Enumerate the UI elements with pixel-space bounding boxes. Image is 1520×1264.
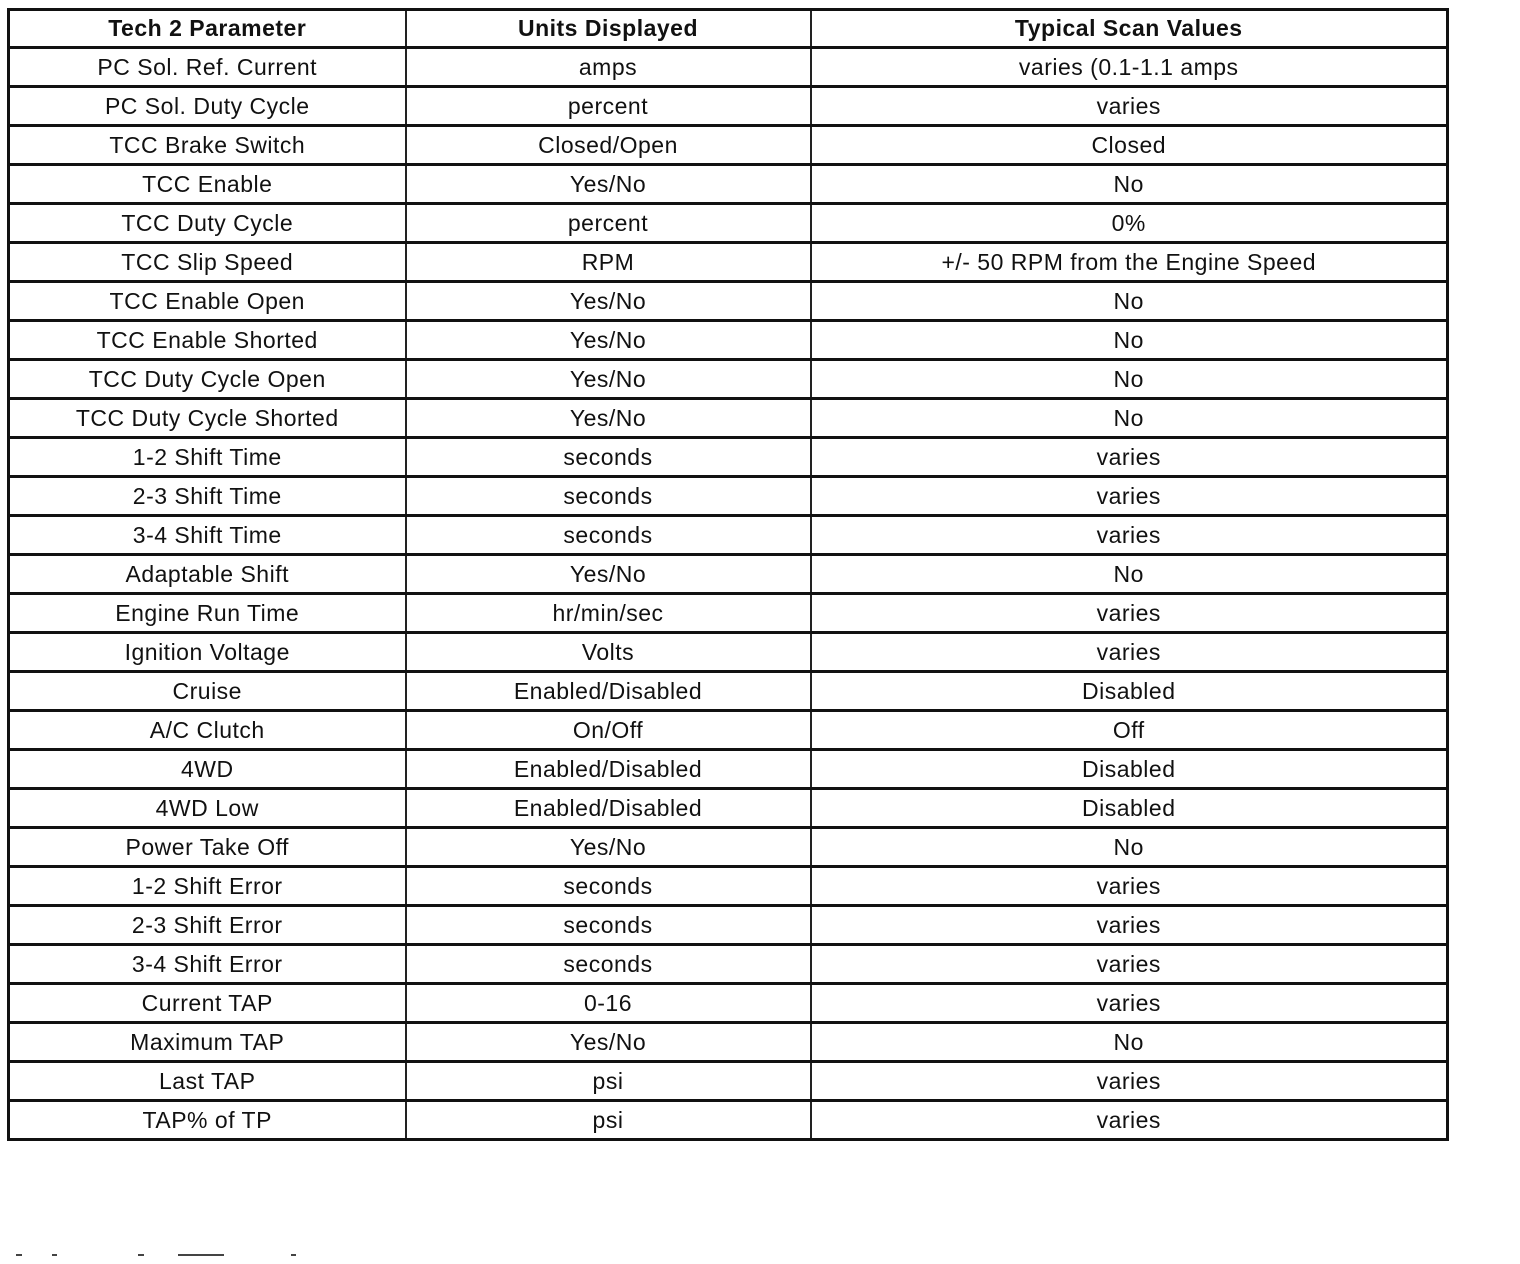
scan-value-cell: Off <box>811 711 1448 750</box>
table-row <box>9 789 1448 828</box>
scan-value-cell: Disabled <box>811 672 1448 711</box>
parameter-cell: TCC Duty Cycle <box>9 204 406 243</box>
units-cell: Yes/No <box>406 828 811 867</box>
scan-value-cell: Disabled <box>811 789 1448 828</box>
parameter-cell: 2-3 Shift Time <box>9 477 406 516</box>
units-cell: seconds <box>406 477 811 516</box>
footer-tick-mark <box>16 1254 22 1256</box>
parameter-cell: TCC Enable <box>9 165 406 204</box>
table-row <box>9 867 1448 906</box>
units-cell: seconds <box>406 516 811 555</box>
tech2-parameter-table <box>7 8 1449 1141</box>
scan-value-cell: varies <box>811 633 1448 672</box>
table-row <box>9 282 1448 321</box>
table-row <box>9 399 1448 438</box>
table-row <box>9 945 1448 984</box>
parameter-cell: 4WD Low <box>9 789 406 828</box>
parameter-cell: TCC Duty Cycle Open <box>9 360 406 399</box>
scan-value-cell: No <box>811 360 1448 399</box>
scan-value-cell: varies <box>811 438 1448 477</box>
scan-value-cell: varies <box>811 867 1448 906</box>
table-row <box>9 204 1448 243</box>
table-row <box>9 672 1448 711</box>
footer-tick-mark <box>291 1254 296 1256</box>
units-cell: Yes/No <box>406 165 811 204</box>
units-cell: percent <box>406 87 811 126</box>
scan-value-cell: Closed <box>811 126 1448 165</box>
parameter-cell: PC Sol. Duty Cycle <box>9 87 406 126</box>
units-cell: percent <box>406 204 811 243</box>
scan-value-cell: No <box>811 282 1448 321</box>
units-cell: 0-16 <box>406 984 811 1023</box>
units-cell: seconds <box>406 867 811 906</box>
units-cell: Yes/No <box>406 399 811 438</box>
scan-value-cell: varies <box>811 1062 1448 1101</box>
table-row <box>9 906 1448 945</box>
table-row <box>9 750 1448 789</box>
table-row <box>9 438 1448 477</box>
parameter-cell: TCC Duty Cycle Shorted <box>9 399 406 438</box>
table-row <box>9 828 1448 867</box>
units-cell: Yes/No <box>406 360 811 399</box>
parameter-cell: A/C Clutch <box>9 711 406 750</box>
table-row <box>9 165 1448 204</box>
header-units-displayed: Units Displayed <box>406 10 811 48</box>
units-cell: Yes/No <box>406 555 811 594</box>
units-cell: RPM <box>406 243 811 282</box>
scan-value-cell: varies <box>811 984 1448 1023</box>
table-body <box>9 48 1448 1140</box>
scan-value-cell: varies <box>811 945 1448 984</box>
parameter-cell: Power Take Off <box>9 828 406 867</box>
parameter-cell: Last TAP <box>9 1062 406 1101</box>
units-cell: On/Off <box>406 711 811 750</box>
footer-tick-mark <box>138 1254 144 1256</box>
units-cell: Enabled/Disabled <box>406 672 811 711</box>
scan-value-cell: No <box>811 165 1448 204</box>
parameter-cell: Maximum TAP <box>9 1023 406 1062</box>
scan-value-cell: Disabled <box>811 750 1448 789</box>
units-cell: Closed/Open <box>406 126 811 165</box>
header-typical-scan-values: Typical Scan Values <box>811 10 1448 48</box>
scan-value-cell: No <box>811 399 1448 438</box>
units-cell: Yes/No <box>406 282 811 321</box>
parameter-cell: Adaptable Shift <box>9 555 406 594</box>
parameter-cell: Cruise <box>9 672 406 711</box>
units-cell: Enabled/Disabled <box>406 750 811 789</box>
parameter-cell: Engine Run Time <box>9 594 406 633</box>
parameter-cell: PC Sol. Ref. Current <box>9 48 406 87</box>
table-row <box>9 360 1448 399</box>
units-cell: hr/min/sec <box>406 594 811 633</box>
units-cell: Volts <box>406 633 811 672</box>
scan-value-cell: varies <box>811 1101 1448 1140</box>
table-row <box>9 87 1448 126</box>
units-cell: Yes/No <box>406 1023 811 1062</box>
parameter-cell: 4WD <box>9 750 406 789</box>
table-row <box>9 1101 1448 1140</box>
table-header-row <box>9 10 1448 48</box>
table-row <box>9 1023 1448 1062</box>
table-row <box>9 555 1448 594</box>
parameter-cell: 1-2 Shift Error <box>9 867 406 906</box>
units-cell: Yes/No <box>406 321 811 360</box>
scan-value-cell: varies (0.1-1.1 amps <box>811 48 1448 87</box>
units-cell: seconds <box>406 945 811 984</box>
scan-value-cell: No <box>811 828 1448 867</box>
parameter-cell: Ignition Voltage <box>9 633 406 672</box>
parameter-cell: TAP% of TP <box>9 1101 406 1140</box>
parameter-cell: 3-4 Shift Time <box>9 516 406 555</box>
parameter-cell: 2-3 Shift Error <box>9 906 406 945</box>
table-row <box>9 1062 1448 1101</box>
table-row <box>9 477 1448 516</box>
parameter-cell: TCC Slip Speed <box>9 243 406 282</box>
table-row <box>9 594 1448 633</box>
parameter-cell: TCC Enable Shorted <box>9 321 406 360</box>
footer-rule-mark <box>178 1254 224 1256</box>
footer-tick-mark <box>52 1254 57 1256</box>
table-row <box>9 321 1448 360</box>
table-row <box>9 516 1448 555</box>
table-row <box>9 633 1448 672</box>
scan-value-cell: varies <box>811 594 1448 633</box>
parameter-cell: 3-4 Shift Error <box>9 945 406 984</box>
scan-value-cell: 0% <box>811 204 1448 243</box>
units-cell: seconds <box>406 438 811 477</box>
table-row <box>9 126 1448 165</box>
scan-value-cell: No <box>811 321 1448 360</box>
scan-value-cell: varies <box>811 516 1448 555</box>
table-row <box>9 243 1448 282</box>
units-cell: seconds <box>406 906 811 945</box>
scan-value-cell: No <box>811 1023 1448 1062</box>
scan-value-cell: varies <box>811 477 1448 516</box>
table-row <box>9 48 1448 87</box>
units-cell: psi <box>406 1101 811 1140</box>
header-tech2-parameter: Tech 2 Parameter <box>9 10 406 48</box>
parameter-cell: TCC Enable Open <box>9 282 406 321</box>
scan-value-cell: varies <box>811 87 1448 126</box>
scan-value-cell: varies <box>811 906 1448 945</box>
parameter-cell: TCC Brake Switch <box>9 126 406 165</box>
scan-value-cell: No <box>811 555 1448 594</box>
table-row <box>9 711 1448 750</box>
parameter-cell: Current TAP <box>9 984 406 1023</box>
units-cell: Enabled/Disabled <box>406 789 811 828</box>
scan-value-cell: +/- 50 RPM from the Engine Speed <box>811 243 1448 282</box>
units-cell: psi <box>406 1062 811 1101</box>
table-row <box>9 984 1448 1023</box>
parameter-cell: 1-2 Shift Time <box>9 438 406 477</box>
units-cell: amps <box>406 48 811 87</box>
